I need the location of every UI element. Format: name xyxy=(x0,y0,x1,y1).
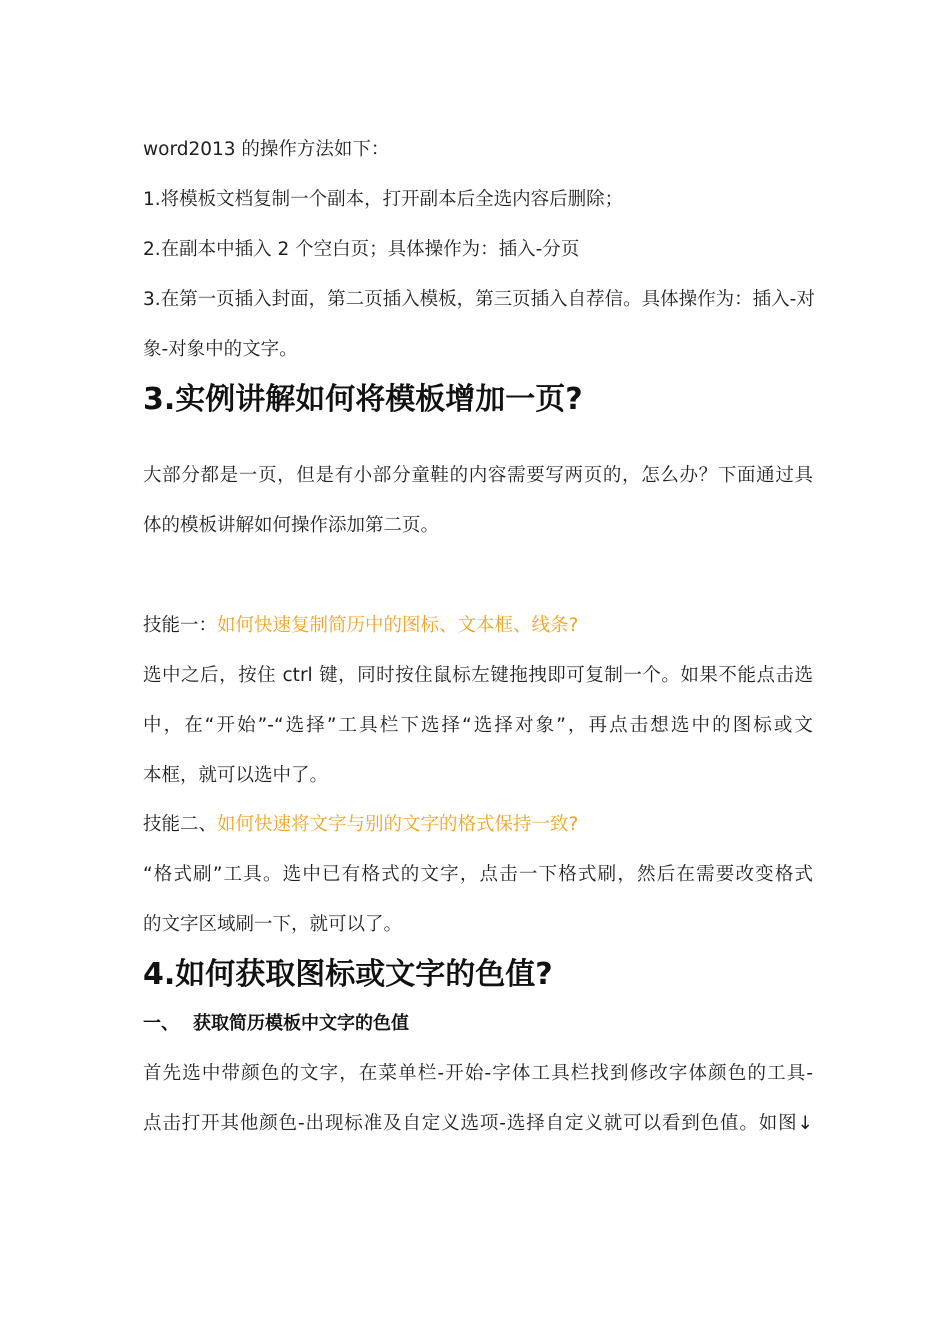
skill-1-label: 技能一： xyxy=(143,615,218,636)
skill-1-line-3: 本框，就可以选中了。 xyxy=(143,765,329,786)
skill-2-line-1: “格式刷”工具。选中已有格式的文字，点击一下格式刷，然后在需要改变格式 xyxy=(143,864,813,885)
intro-step-1: 1.将模板文档复制一个副本，打开副本后全选内容后删除； xyxy=(143,189,624,210)
section-4-paragraph-line-2: 点击打开其他颜色-出现标准及自定义选项-选择自定义就可以看到色值。如图↓ xyxy=(143,1113,813,1134)
intro-step-2: 2.在副本中插入 2 个空白页；具体操作为：插入-分页 xyxy=(143,239,580,260)
section-3-heading: 3.实例讲解如何将模板增加一页? xyxy=(143,382,583,417)
section-4-sub-title: 获取简历模板中文字的色值 xyxy=(193,1013,409,1034)
skill-2-line-2: 的文字区域刷一下，就可以了。 xyxy=(143,914,403,935)
skill-1-question: 如何快速复制简历中的图标、文本框、线条? xyxy=(217,615,579,636)
intro-step-3-line-2: 象-对象中的文字。 xyxy=(143,339,298,360)
skill-2-question: 如何快速将文字与别的文字的格式保持一致? xyxy=(217,814,579,835)
section-4-subheading xyxy=(143,1011,409,1037)
section-4-heading: 4.如何获取图标或文字的色值? xyxy=(143,957,553,992)
skill-2-label: 技能二、 xyxy=(143,814,218,835)
section-4-sub-number: 一、 xyxy=(143,1013,179,1034)
section-3-paragraph-line-2: 体的模板讲解如何操作添加第二页。 xyxy=(143,515,440,536)
intro-title-line: word2013 的操作方法如下： xyxy=(143,139,390,160)
intro-step-3-line-1: 3.在第一页插入封面，第二页插入模板，第三页插入自荐信。具体操作为：插入-对 xyxy=(143,289,815,310)
section-3-paragraph-line-1: 大部分都是一页，但是有小部分童鞋的内容需要写两页的，怎么办？下面通过具 xyxy=(143,465,813,486)
skill-2-title xyxy=(143,812,813,838)
skill-1-line-2: 中，在“开始”-“选择”工具栏下选择“选择对象”，再点击想选中的图标或文 xyxy=(143,715,813,736)
section-4-paragraph-line-1: 首先选中带颜色的文字，在菜单栏-开始-字体工具栏找到修改字体颜色的工具- xyxy=(143,1063,813,1084)
skill-1-line-1: 选中之后，按住 ctrl 键，同时按住鼠标左键拖拽即可复制一个。如果不能点击选 xyxy=(143,665,813,686)
skill-1-title xyxy=(143,613,813,639)
